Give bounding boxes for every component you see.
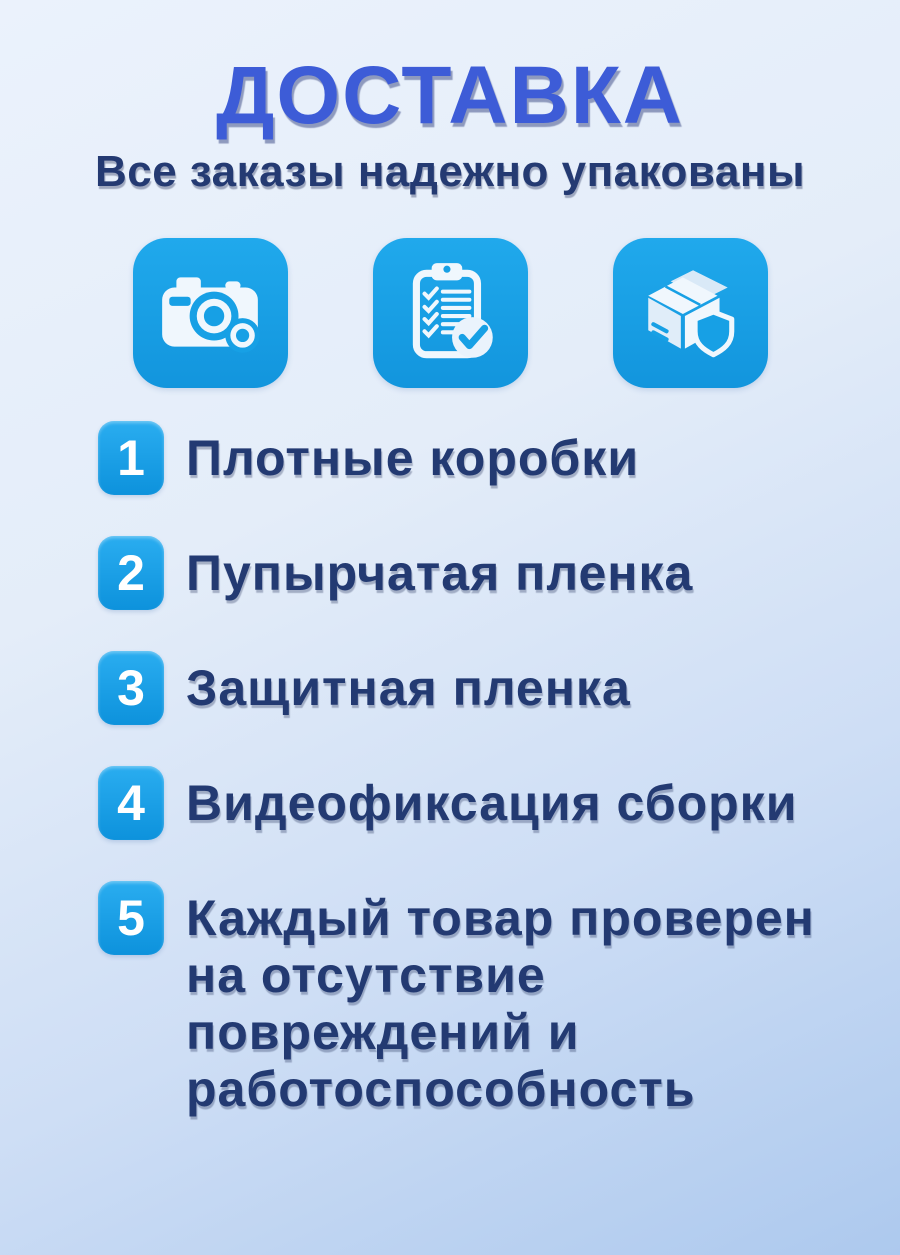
page-subtitle: Все заказы надежно упакованы: [94, 147, 806, 196]
step-text: Видеофиксация сборки: [186, 774, 798, 831]
list-item: [98, 881, 900, 1118]
step-number-badge: 1: [98, 421, 164, 495]
step-number-badge: 5: [98, 881, 164, 955]
delivery-infographic: [0, 50, 900, 1255]
clipboard-checklist-tile: [373, 238, 528, 388]
step-text: Каждый товар проверен на отсутствие повреждений и работоспособность: [186, 889, 815, 1117]
step-text: Пупырчатая пленка: [186, 544, 694, 601]
package-shield-icon: [634, 257, 746, 369]
list-item: [98, 651, 900, 725]
packaging-steps-list: [98, 421, 900, 1118]
camera-icon: [154, 257, 266, 369]
clipboard-checklist-icon: [394, 257, 506, 369]
step-number-badge: 3: [98, 651, 164, 725]
list-item: [98, 766, 900, 840]
camera-tile: [133, 238, 288, 388]
step-text: Защитная пленка: [186, 659, 631, 716]
page-title: ДОСТАВКА: [215, 50, 684, 141]
step-number-badge: 4: [98, 766, 164, 840]
step-text: Плотные коробки: [186, 429, 640, 486]
package-shield-tile: [613, 238, 768, 388]
step-number-badge: 2: [98, 536, 164, 610]
list-item: [98, 536, 900, 610]
feature-icons-row: [0, 238, 900, 388]
list-item: [98, 421, 900, 495]
